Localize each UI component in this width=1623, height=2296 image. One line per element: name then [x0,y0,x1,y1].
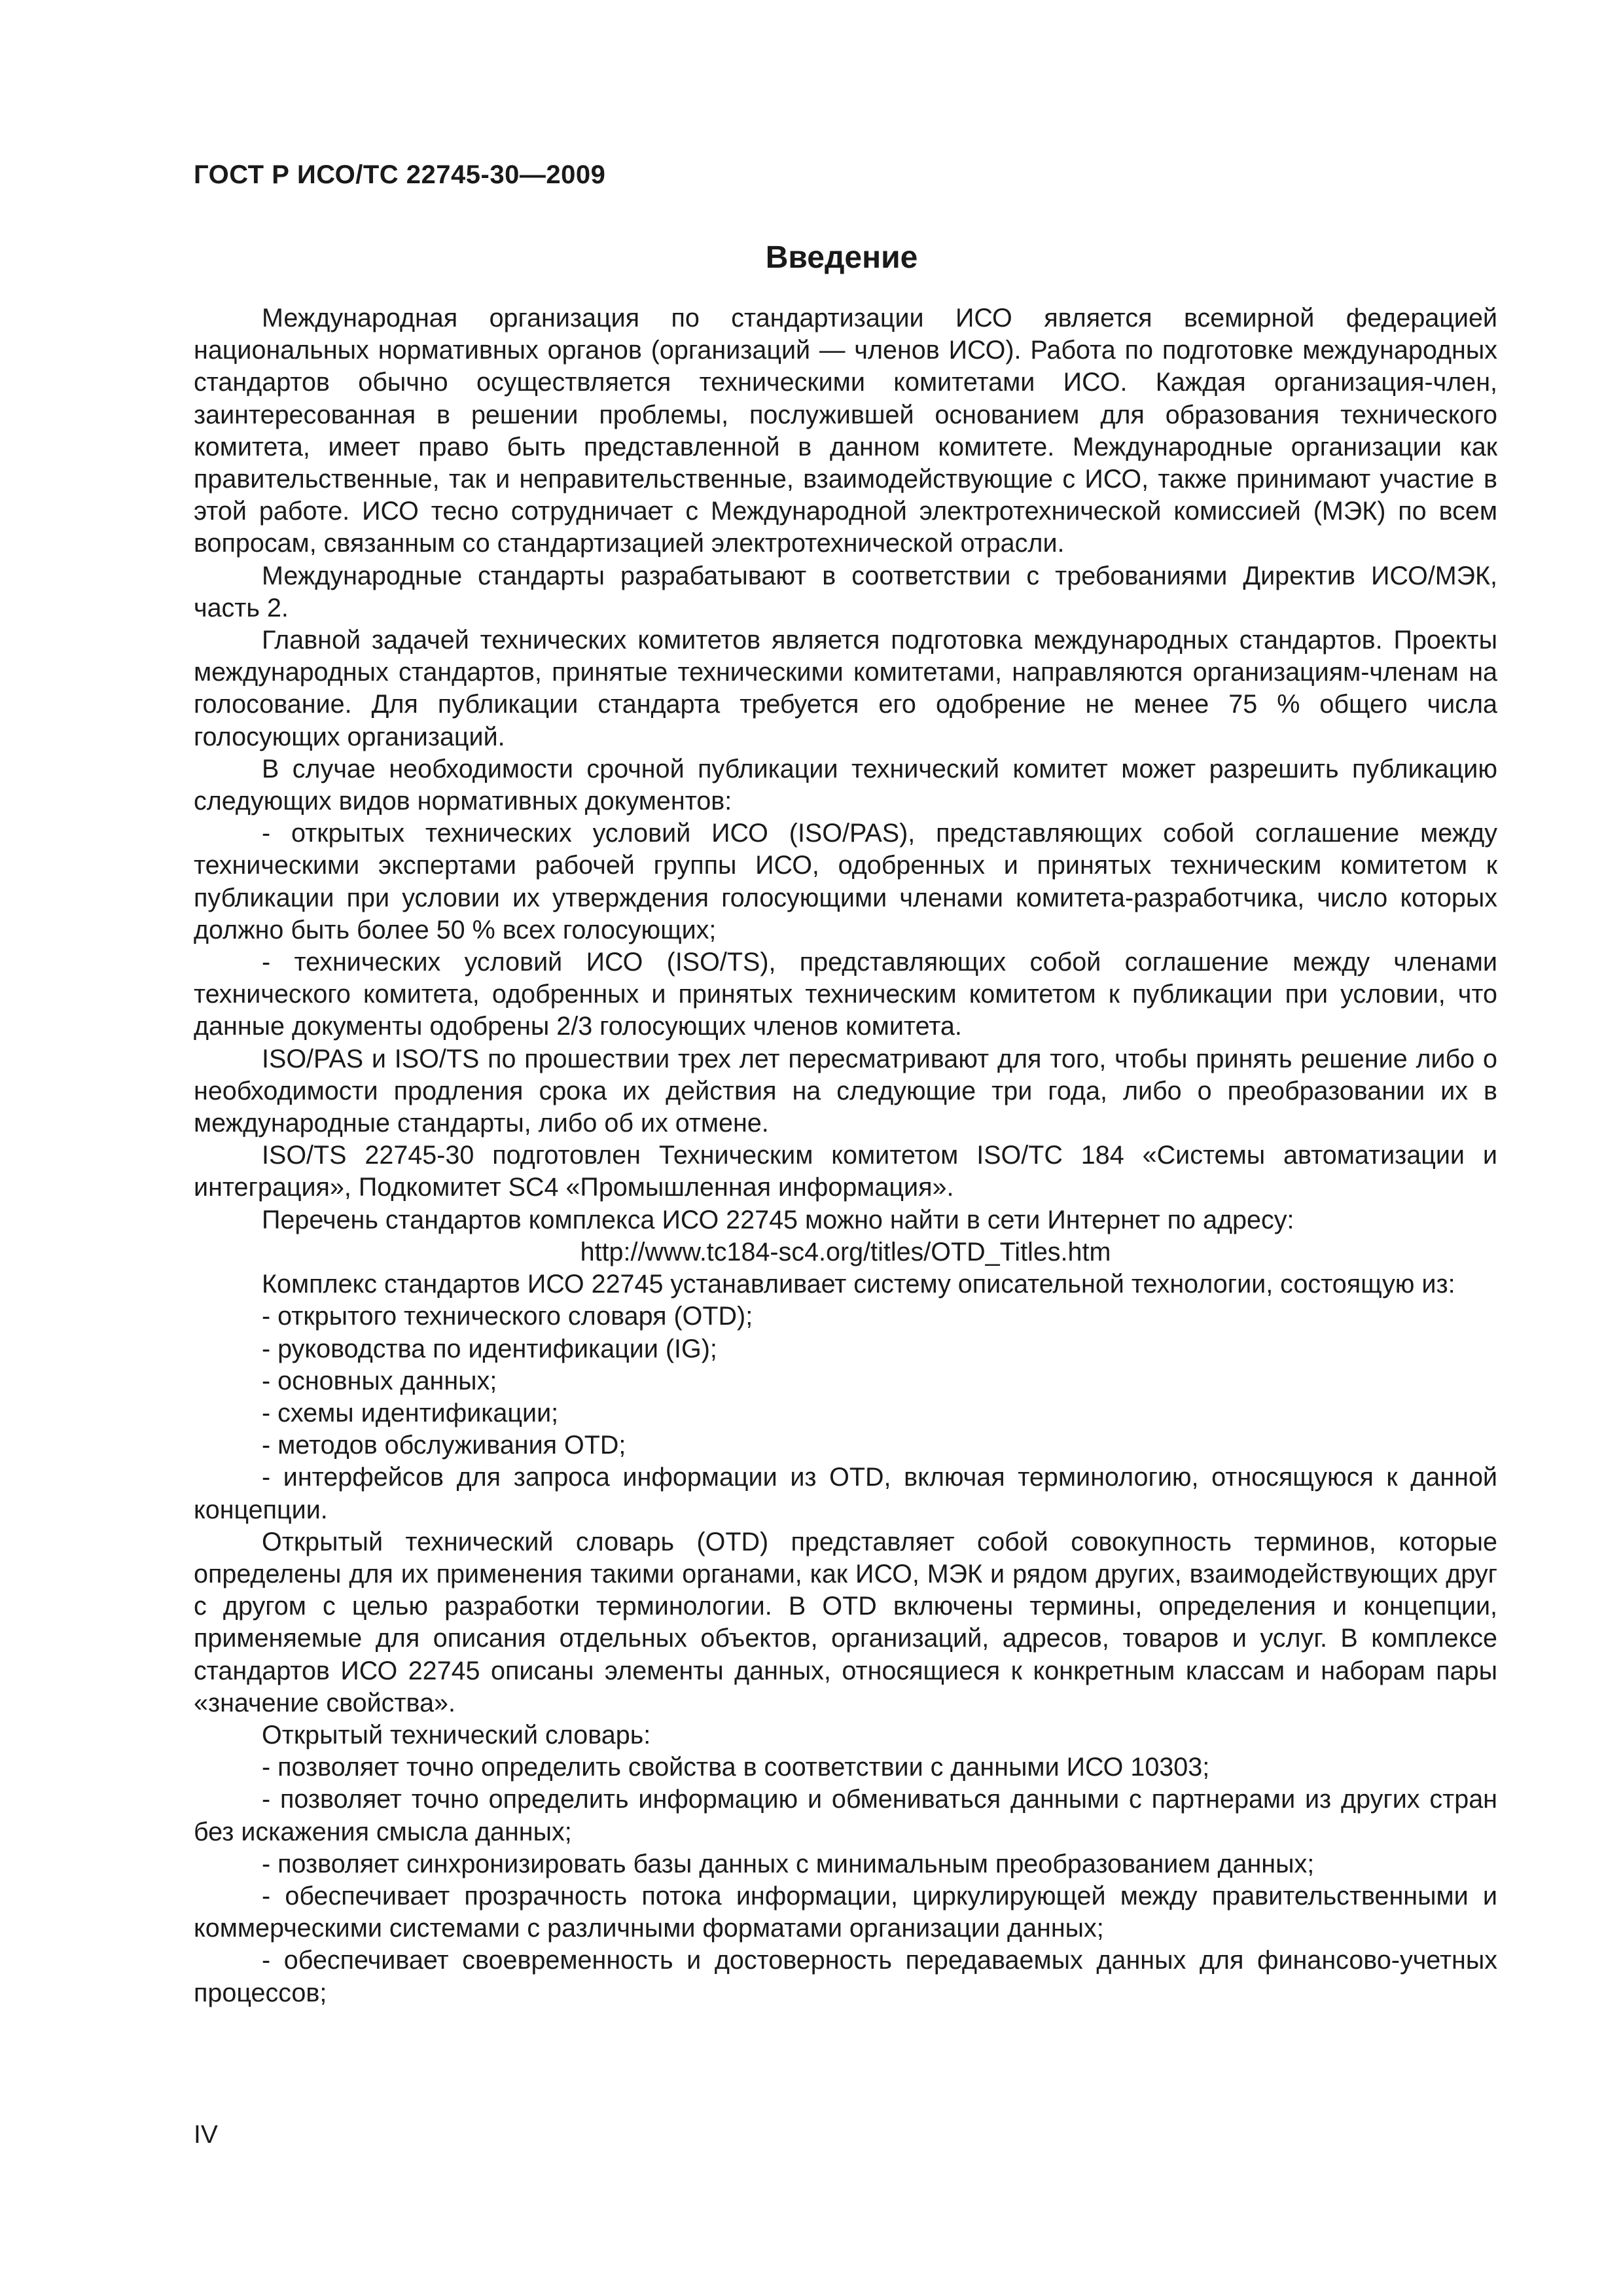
list-item: - обеспечивает прозрачность потока информации, циркулирующей между правительственными и коммерческими системами с различными форматами организации данных; [194,1881,1497,1943]
list-item: - позволяет синхронизировать базы данных с минимальным преобразованием данных; [262,1849,1315,1878]
paragraph-review: ISO/PAS и ISO/TS по прошествии трех лет пересматривают для того, чтобы принять решение либо о необходимости продления срока их действия на следующие три года, либо о преобразовании их в международные стандарты, либо об их отмене. [194,1044,1497,1138]
paragraph-prepared-by: ISO/TS 22745-30 подготовлен Техническим комитетом ISO/TC 184 «Системы автоматизации и интеграция», Подкомитет SC4 «Промышленная информация». [194,1141,1497,1202]
paragraph-otd-definition: Открытый технический словарь (OTD) представляет собой совокупность терминов, которые определены для их применения такими органами, как ИСО, МЭК и рядом других, взаимодействующих друг с другом с целью разработки терминологии. В OTD включены термины, определения и концепции, применяемые для описания отдельных объектов, организаций, адресов, товаров и услуг. В комплексе стандартов ИСО 22745 описаны элементы данных, относящиеся к конкретным классам и наборам пары «значение свойства». [194,1527,1497,1717]
document-header: ГОСТ Р ИСО/ТС 22745-30—2009 [194,160,606,189]
paragraph-directives: Международные стандарты разрабатывают в соответствии с требованиями Директив ИСО/МЭК, часть 2. [194,561,1497,622]
paragraph-series-components: Комплекс стандартов ИСО 22745 устанавливает систему описательной технологии, состоящую из: [262,1270,1455,1299]
document-body [194,302,1497,2009]
standards-url: http://www.tc184-sc4.org/titles/OTD_Titles.htm [580,1237,1111,1266]
list-item: - интерфейсов для запроса информации из OTD, включая терминологию, относящуюся к данной концепции. [194,1463,1497,1524]
page-title: Введение [765,240,918,275]
page-number: IV [194,2121,218,2149]
list-item: - позволяет точно определить свойства в соответствии с данными ИСО 10303; [262,1753,1210,1782]
paragraph-iso-intro: Международная организация по стандартизации ИСО является всемирной федерацией национальных нормативных органов (организаций — членов ИСО). Работа по подготовке международных стандартов обычно осуществляется техническими комитетами ИСО. Каждая организация-член, заинтересованная в решении проблемы, послужившей основанием для образования технического комитета, имеет право быть представленной в данном комитете. Международные организации как правительственные, так и неправительственные, взаимодействующие с ИСО, также принимают участие в этой работе. ИСО тесно сотрудничает с Международной электротехнической комиссией (МЭК) по всем вопросам, связанным со стандартизацией электротехнической отрасли. [194,304,1497,558]
list-item: - методов обслуживания OTD; [262,1431,626,1460]
list-item: - обеспечивает своевременность и достоверность передаваемых данных для финансово-учетных процессов; [194,1946,1497,2007]
paragraph-urgent-publication: В случае необходимости срочной публикации технический комитет может разрешить публикацию следующих видов нормативных документов: [194,754,1497,816]
list-item-iso-pas: - открытых технических условий ИСО (ISO/PAS), представляющих собой соглашение между техническими экспертами рабочей группы ИСО, одобренных и принятых техническим комитетом к публикации при условии их утверждения голосующими членами комитета-разработчика, число которых должно быть более 50 % всех голосующих; [194,819,1497,944]
paragraph-list-location: Перечень стандартов комплекса ИСО 22745 можно найти в сети Интернет по адресу: [262,1205,1294,1234]
list-item: - открытого технического словаря (OTD); [262,1302,753,1331]
paragraph-main-task: Главной задачей технических комитетов является подготовка международных стандартов. Проекты международных стандартов, принятые техническими комитетами, направляются организациям-членам на голосование. Для публикации стандарта требуется его одобрение не менее 75 % общего числа голосующих организаций. [194,626,1497,751]
list-item-iso-ts: - технических условий ИСО (ISO/TS), представляющих собой соглашение между членами технического комитета, одобренных и принятых техническим комитетом к публикации при условии, что данные документы одобрены 2/3 голосующих членов комитета. [194,948,1497,1041]
list-item: - основных данных; [262,1366,497,1395]
paragraph-otd-features: Открытый технический словарь: [262,1720,651,1749]
list-item: - схемы идентификации; [262,1398,559,1427]
list-item: - позволяет точно определить информацию и обмениваться данными с партнерами из других стран без искажения смысла данных; [194,1785,1497,1846]
list-item: - руководства по идентификации (IG); [262,1334,717,1363]
